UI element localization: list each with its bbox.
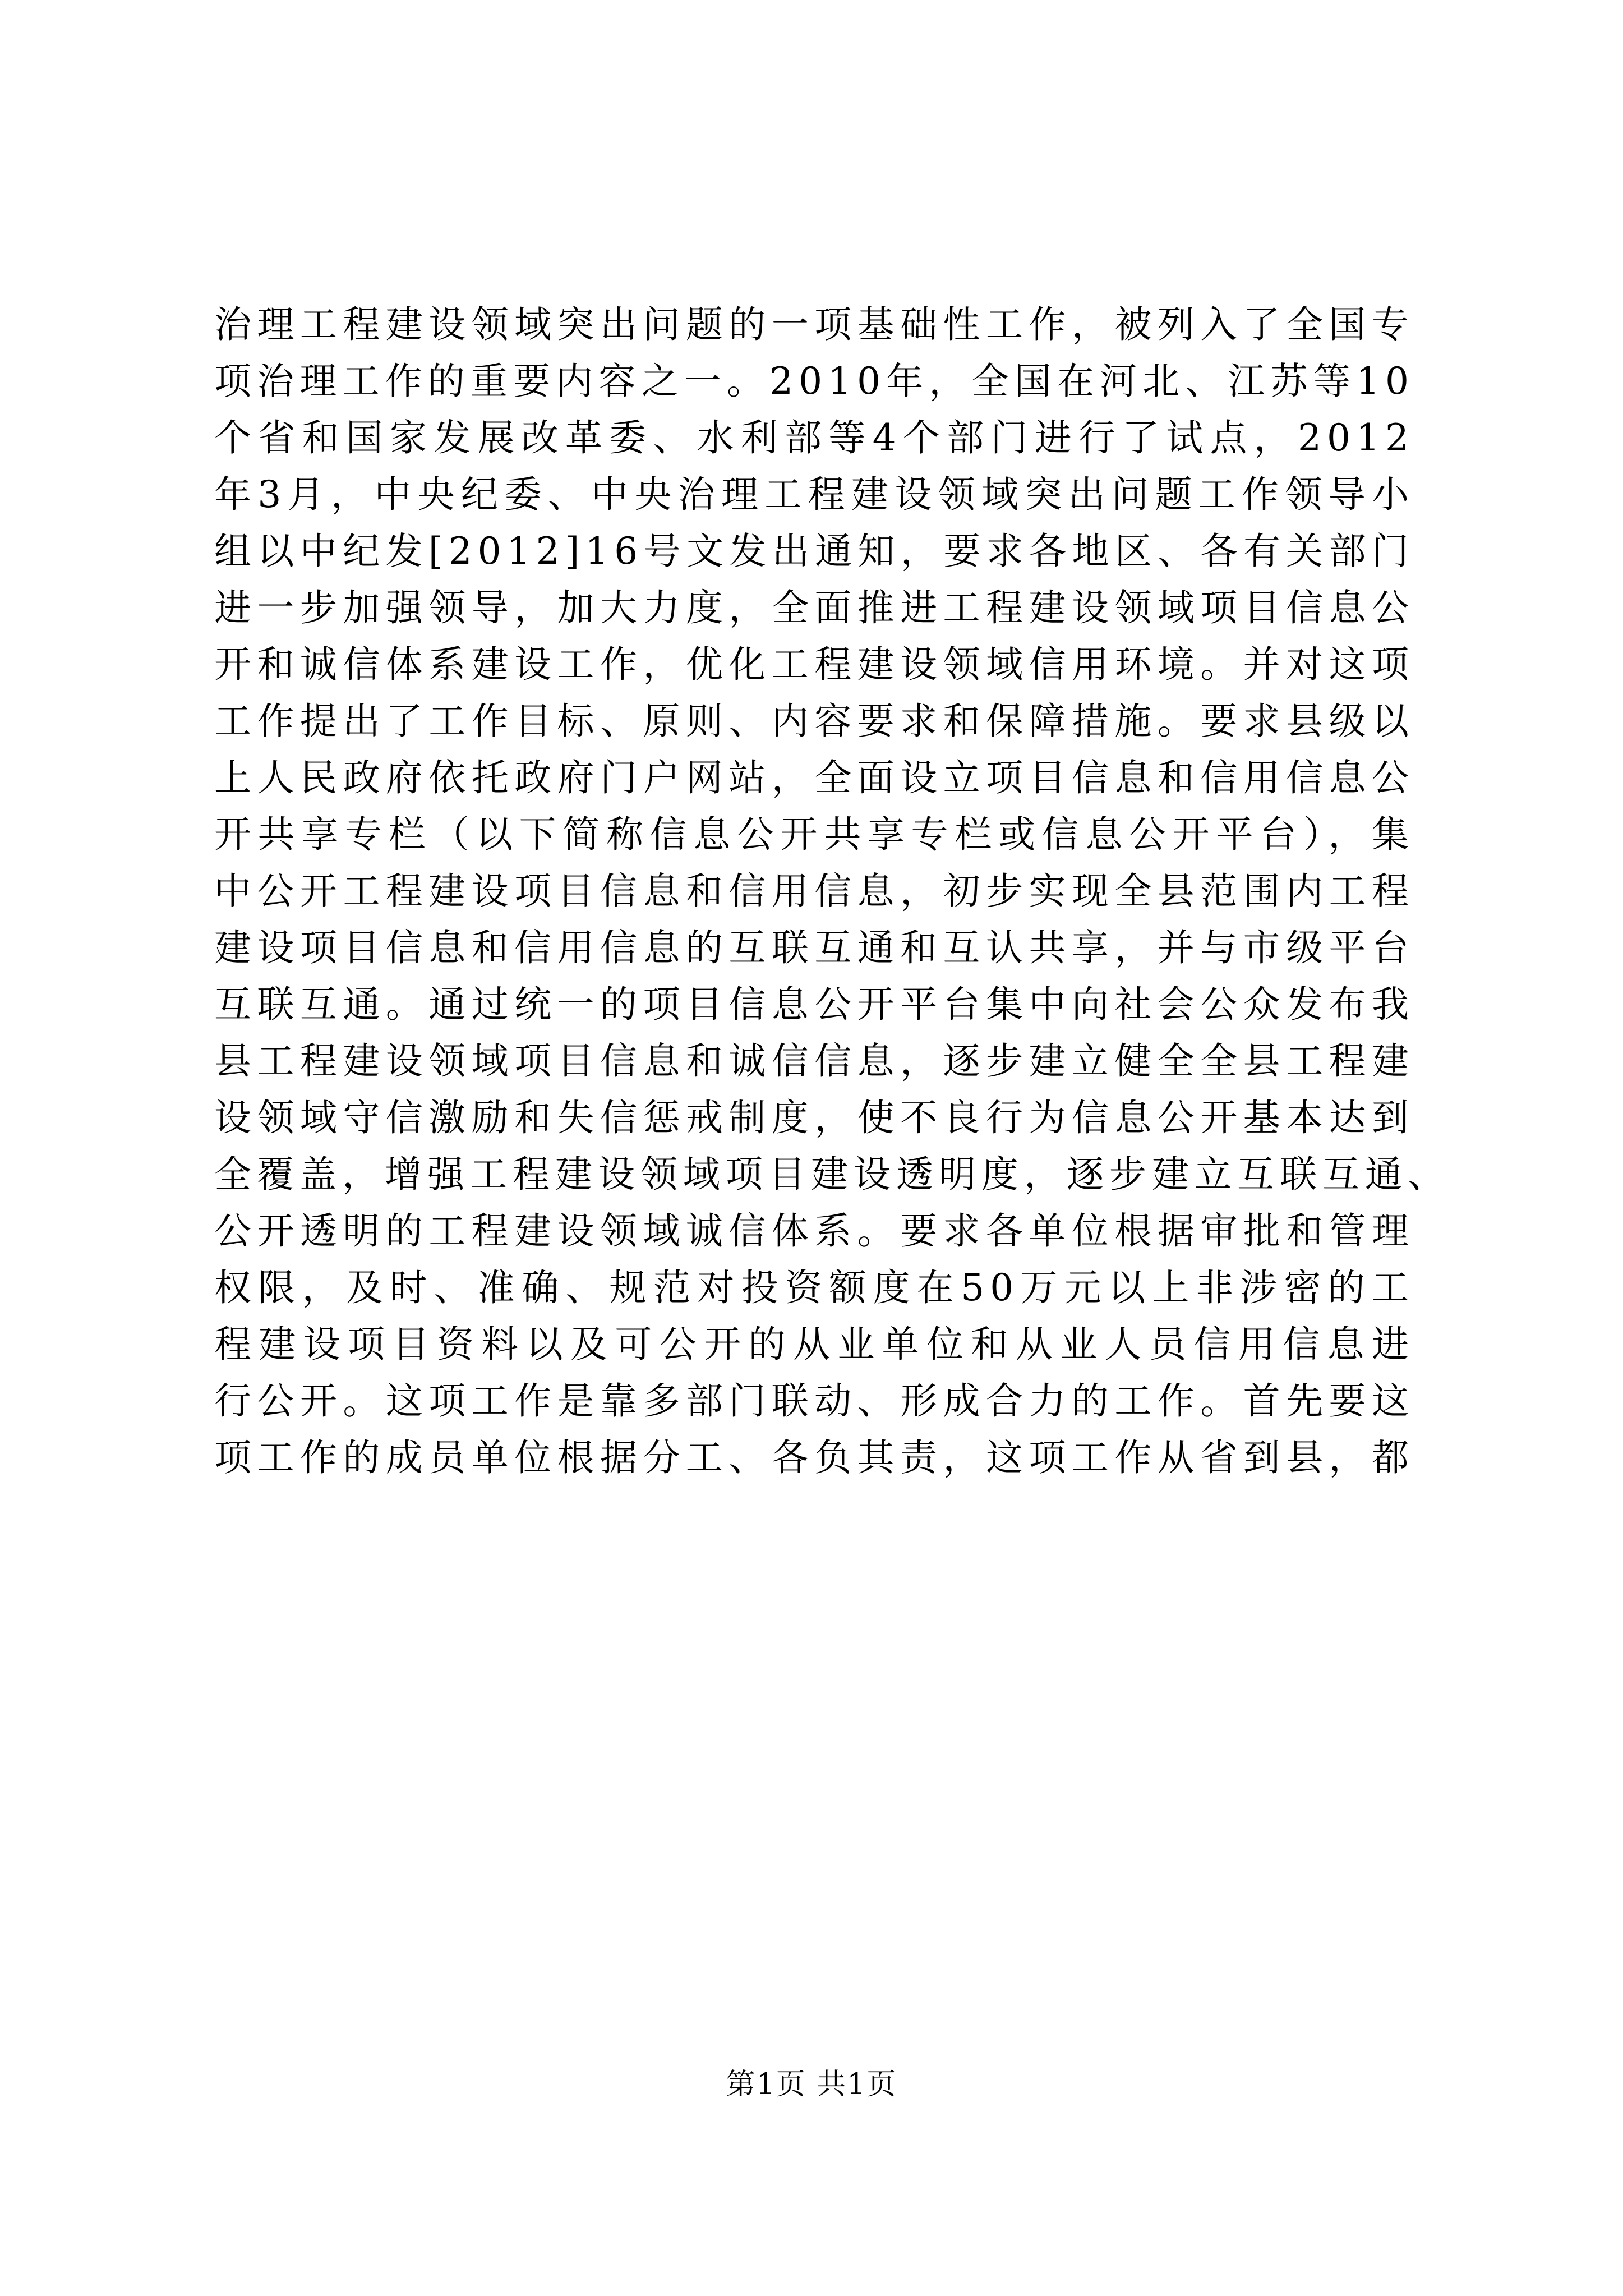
text-line: 建设项目信息和信用信息的互联互通和互认共享，并与市级平台 [214, 926, 1414, 969]
text-line: 开和诚信体系建设工作，优化工程建设领域信用环境。并对这项 [214, 643, 1414, 686]
body-paragraph [214, 296, 1450, 1486]
text-line: 上人民政府依托政府门户网站，全面设立项目信息和信用信息公 [214, 756, 1414, 799]
text-line: 组以中纪发[2012]16号文发出通知，要求各地区、各有关部门 [214, 530, 1414, 573]
text-line: 互联互通。通过统一的项目信息公开平台集中向社会公众发布我 [214, 983, 1414, 1026]
page-number: 第1页 共1页 [726, 2068, 897, 2101]
text-line: 年3月，中央纪委、中央治理工程建设领域突出问题工作领导小 [214, 473, 1414, 516]
text-line: 治理工程建设领域突出问题的一项基础性工作，被列入了全国专 [214, 303, 1414, 346]
text-line: 工作提出了工作目标、原则、内容要求和保障措施。要求县级以 [214, 700, 1414, 743]
text-line: 全覆盖，增强工程建设领域项目建设透明度，逐步建立互联互通、 [214, 1153, 1450, 1196]
text-line: 行公开。这项工作是靠多部门联动、形成合力的工作。首先要这 [214, 1379, 1414, 1423]
text-line: 权限，及时、准确、规范对投资额度在50万元以上非涉密的工 [214, 1266, 1414, 1309]
text-line: 公开透明的工程建设领域诚信体系。要求各单位根据审批和管理 [214, 1209, 1414, 1253]
text-line: 个省和国家发展改革委、水利部等4个部门进行了试点，2012 [214, 416, 1414, 459]
text-line: 设领域守信激励和失信惩戒制度，使不良行为信息公开基本达到 [214, 1096, 1414, 1139]
text-line: 进一步加强领导，加大力度，全面推进工程建设领域项目信息公 [214, 586, 1414, 629]
text-line: 县工程建设领域项目信息和诚信信息，逐步建立健全全县工程建 [214, 1039, 1414, 1083]
text-line: 项治理工作的重要内容之一。2010年，全国在河北、江苏等10 [214, 360, 1414, 403]
page-footer [0, 2064, 1623, 2105]
text-line: 中公开工程建设项目信息和信用信息，初步实现全县范围内工程 [214, 869, 1414, 913]
text-line: 开共享专栏（以下简称信息公开共享专栏或信息公开平台），集 [214, 813, 1414, 856]
text-line: 项工作的成员单位根据分工、各负其责，这项工作从省到县，都 [214, 1436, 1414, 1479]
text-line: 程建设项目资料以及可公开的从业单位和从业人员信用信息进 [214, 1323, 1414, 1366]
